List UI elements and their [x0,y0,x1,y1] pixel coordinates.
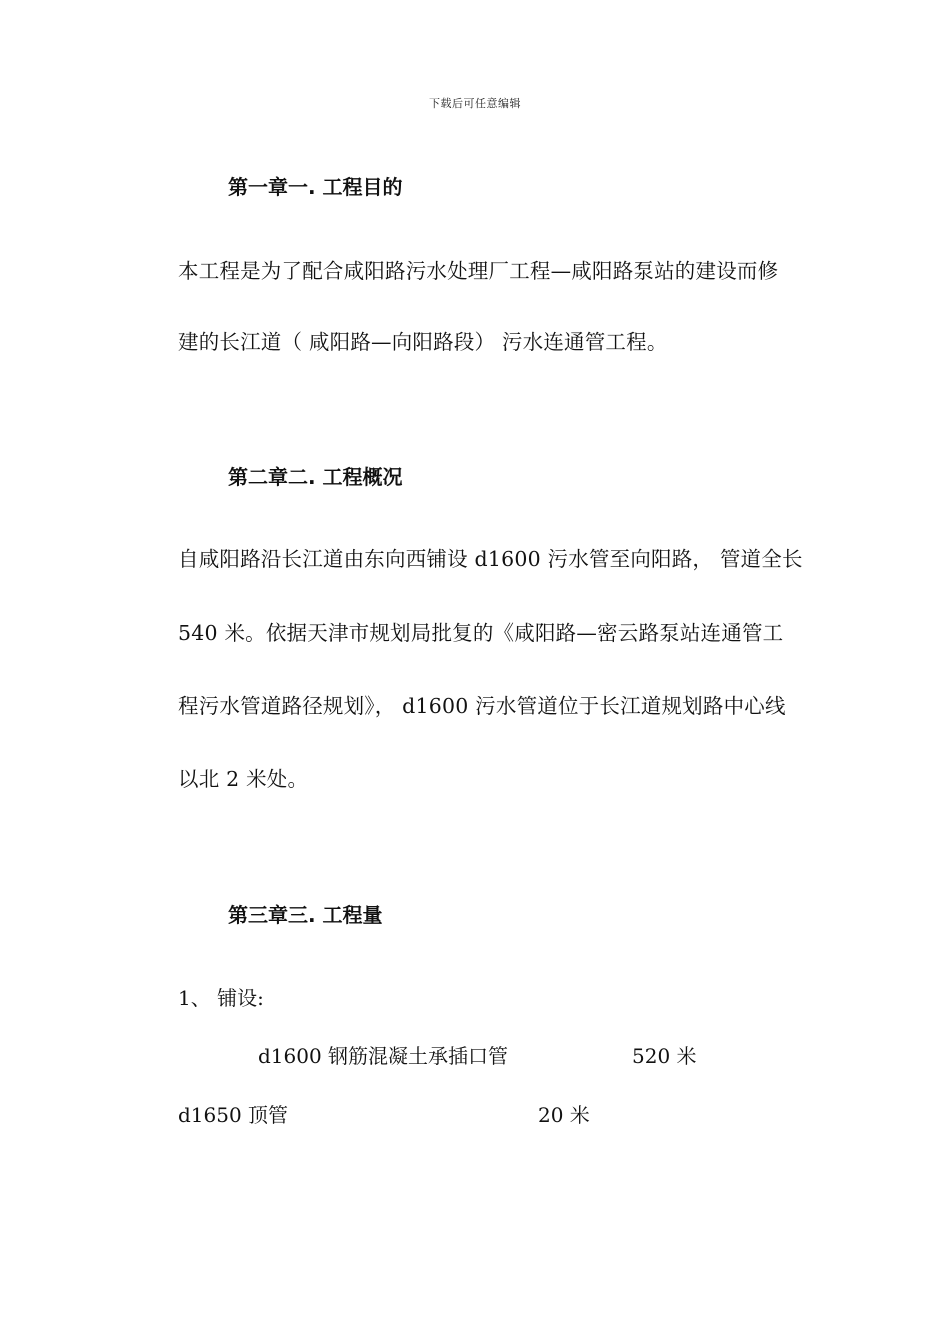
chapter-2-line-4: 以北 2 米处。 [178,767,309,791]
quantity-row-1-value: 520 米 [632,1044,697,1068]
chapter-3-title: 第三章三. 工程量 [228,903,383,927]
chapter-2-line-2: 540 米。依据天津市规划局批复的《咸阳路—密云路泵站连通管工 [178,621,784,645]
quantity-row-2-name: d1650 顶管 [178,1103,289,1127]
quantity-row-1-name: d1600 钢筋混凝土承插口管 [258,1044,509,1068]
item-label: 1、 铺设: [178,986,264,1010]
quantity-row-2-value: 20 米 [538,1103,590,1127]
chapter-1-line-2: 建的长江道（ 咸阳路—向阳路段） 污水连通管工程。 [178,330,668,354]
chapter-1-line-1: 本工程是为了配合咸阳路污水处理厂工程—咸阳路泵站的建设而修 [178,259,779,283]
chapter-2-title: 第二章二. 工程概况 [228,465,403,489]
header-note: 下载后可任意编辑 [429,97,521,110]
chapter-2-line-1: 自咸阳路沿长江道由东向西铺设 d1600 污水管至向阳路， 管道全长 [178,547,803,571]
chapter-2-line-3: 程污水管道路径规划》， d1600 污水管道位于长江道规划路中心线 [178,694,786,718]
chapter-1-title: 第一章一. 工程目的 [228,175,403,199]
